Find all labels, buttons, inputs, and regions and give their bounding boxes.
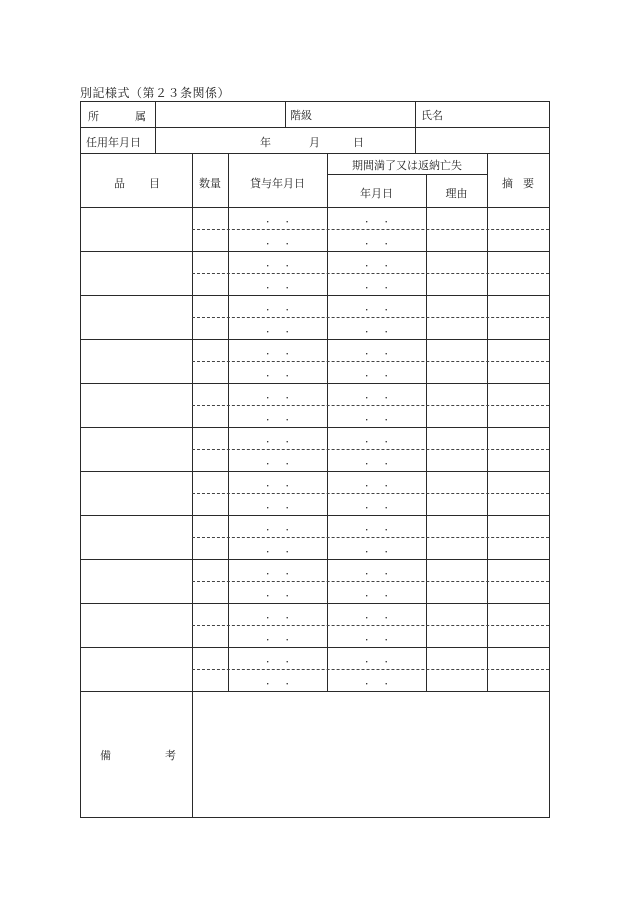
remarks-cell[interactable] [488,208,549,229]
return-date-placeholder: ．． [365,300,410,313]
remarks-cell[interactable] [488,428,549,449]
loan-date-placeholder: ．． [266,586,311,599]
loan-date-placeholder: ．． [266,454,311,467]
loan-date-placeholder: ．． [266,476,311,489]
item-cell[interactable] [81,604,192,647]
remarks-cell[interactable] [488,230,549,251]
loan-date-placeholder: ．． [266,212,311,225]
reason-cell[interactable] [427,670,487,691]
remarks-cell[interactable] [488,450,549,471]
return-date-placeholder: ．． [365,322,410,335]
return-date-placeholder: ．． [365,652,410,665]
loan-date-placeholder: ．． [266,674,311,687]
return-date-placeholder: ．． [365,520,410,533]
return-date-placeholder: ．． [365,608,410,621]
remarks-cell[interactable] [488,670,549,691]
item-cell[interactable] [81,428,192,471]
reason-cell[interactable] [427,318,487,339]
item-cell[interactable] [81,560,192,603]
quantity-cell[interactable] [193,472,228,493]
return-date-placeholder: ．． [365,498,410,511]
affiliation-field[interactable] [156,102,284,127]
frame-bottom [80,817,550,818]
column-header-top [80,153,550,154]
loan-date-placeholder: ．． [266,498,311,511]
loan-date-placeholder: ．． [266,366,311,379]
rank-label: 階級 [290,109,312,122]
item-cell[interactable] [81,472,192,515]
reason-cell[interactable] [427,428,487,449]
return-date-placeholder: ．． [365,278,410,291]
remarks-cell[interactable] [488,648,549,669]
quantity-cell[interactable] [193,230,228,251]
return-date-placeholder: ．． [365,410,410,423]
return-date-placeholder: ．． [365,366,410,379]
reason-cell[interactable] [427,230,487,251]
loan-date-placeholder: ．． [266,630,311,643]
reason-cell[interactable] [427,626,487,647]
quantity-cell[interactable] [193,494,228,515]
quantity-cell[interactable] [193,582,228,603]
remarks-cell[interactable] [488,582,549,603]
reason-cell[interactable] [427,538,487,559]
loan-date-placeholder: ．． [266,564,311,577]
reason-cell[interactable] [427,582,487,603]
remarks-cell[interactable] [488,318,549,339]
quantity-cell[interactable] [193,560,228,581]
return-date-placeholder: ．． [365,542,410,555]
column-subheader-divider [327,174,488,175]
quantity-cell[interactable] [193,670,228,691]
item-cell[interactable] [81,516,192,559]
column-quantity-header: 数量 [199,177,221,190]
form-title: 別記様式（第２３条関係） [80,86,231,100]
reason-cell[interactable] [427,560,487,581]
quantity-cell[interactable] [193,538,228,559]
frame-right [549,101,550,818]
remarks-cell[interactable] [488,362,549,383]
return-date-placeholder: ．． [365,234,410,247]
reason-cell[interactable] [427,648,487,669]
column-item-header: 品 目 [114,177,160,190]
quantity-cell[interactable] [193,208,228,229]
remarks-cell[interactable] [488,494,549,515]
loan-date-placeholder: ．． [266,410,311,423]
return-date-placeholder: ．． [365,476,410,489]
remarks-cell[interactable] [488,274,549,295]
remarks-cell[interactable] [488,340,549,361]
reason-cell[interactable] [427,406,487,427]
affiliation-label: 所 属 [88,110,146,123]
remarks-cell[interactable] [488,538,549,559]
quantity-cell[interactable] [193,450,228,471]
return-date-placeholder: ．． [365,674,410,687]
reason-cell[interactable] [427,296,487,317]
reason-cell[interactable] [427,384,487,405]
reason-cell[interactable] [427,340,487,361]
remarks-cell[interactable] [488,384,549,405]
column-return-group-header: 期間満了又は返納亡失 [352,159,462,172]
return-date-placeholder: ．． [365,256,410,269]
loan-date-placeholder: ．． [266,432,311,445]
quantity-cell[interactable] [193,516,228,537]
remarks-cell[interactable] [488,560,549,581]
loan-date-placeholder: ．． [266,256,311,269]
item-cell[interactable] [81,208,192,251]
remarks-cell[interactable] [488,296,549,317]
remarks-cell[interactable] [488,406,549,427]
item-cell[interactable] [81,252,192,295]
loan-date-placeholder: ．． [266,344,311,357]
reason-cell[interactable] [427,494,487,515]
quantity-cell[interactable] [193,296,228,317]
quantity-cell[interactable] [193,252,228,273]
return-date-placeholder: ．． [365,388,410,401]
item-cell[interactable] [81,648,192,691]
return-date-placeholder: ．． [365,564,410,577]
quantity-cell[interactable] [193,626,228,647]
appointment-date-label: 任用年月日 [86,136,141,149]
return-date-placeholder: ．． [365,212,410,225]
item-cell[interactable] [81,384,192,427]
column-loan-date-header: 貸与年月日 [250,177,305,190]
quantity-cell[interactable] [193,362,228,383]
rank-field[interactable] [330,102,414,127]
quantity-cell[interactable] [193,274,228,295]
loan-date-placeholder: ．． [266,520,311,533]
return-date-placeholder: ．． [365,344,410,357]
quantity-cell[interactable] [193,384,228,405]
loan-date-placeholder: ．． [266,322,311,335]
remarks-cell[interactable] [488,604,549,625]
reason-cell[interactable] [427,450,487,471]
return-date-placeholder: ．． [365,454,410,467]
remarks-cell[interactable] [488,516,549,537]
return-date-placeholder: ．． [365,432,410,445]
remarks-cell[interactable] [488,472,549,493]
reason-cell[interactable] [427,362,487,383]
reason-cell[interactable] [427,604,487,625]
item-cell[interactable] [81,340,192,383]
item-cell[interactable] [81,296,192,339]
appointment-date-field[interactable] [156,128,414,152]
loan-date-placeholder: ．． [266,542,311,555]
loan-date-placeholder: ．． [266,608,311,621]
appointment-day-label: 日 [353,136,364,149]
quantity-cell[interactable] [193,340,228,361]
reason-cell[interactable] [427,274,487,295]
loan-date-placeholder: ．． [266,652,311,665]
name-field[interactable] [450,102,548,153]
return-date-placeholder: ．． [365,586,410,599]
return-date-placeholder: ．． [365,630,410,643]
appointment-year-label: 年 [260,136,271,149]
remarks-cell[interactable] [488,626,549,647]
quantity-cell[interactable] [193,428,228,449]
column-return-date-header: 年月日 [360,187,393,200]
remarks-cell[interactable] [488,252,549,273]
name-label: 氏名 [421,109,443,122]
quantity-cell[interactable] [193,318,228,339]
quantity-cell[interactable] [193,604,228,625]
loan-date-placeholder: ．． [266,234,311,247]
reason-cell[interactable] [427,472,487,493]
notes-label: 備 考 [100,749,176,762]
loan-date-placeholder: ．． [266,388,311,401]
reason-cell[interactable] [427,252,487,273]
quantity-cell[interactable] [193,648,228,669]
quantity-cell[interactable] [193,406,228,427]
header-col-divider [285,101,286,128]
header-col-divider [415,101,416,154]
loan-date-placeholder: ．． [266,278,311,291]
appointment-month-label: 月 [309,136,320,149]
notes-field[interactable] [193,692,549,817]
reason-cell[interactable] [427,516,487,537]
reason-cell[interactable] [427,208,487,229]
column-remarks-header: 摘 要 [502,177,534,190]
column-reason-header: 理由 [445,187,468,200]
loan-date-placeholder: ．． [266,300,311,313]
